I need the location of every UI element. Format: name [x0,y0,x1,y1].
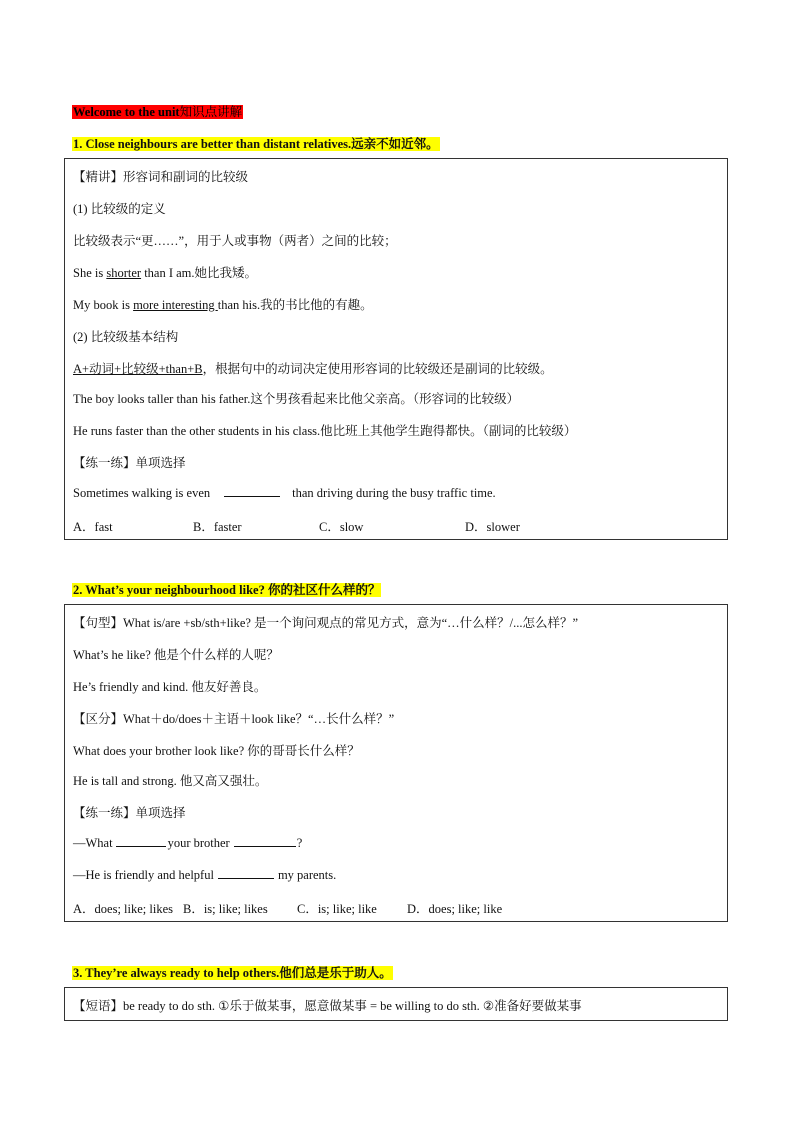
text-span: She is [73,266,107,280]
answer-blank [218,867,274,879]
answer-blank [234,835,296,847]
phrase-line: 【短语】be ready to do sth. ①乐于做某事，愿意做某事 = be willing to do sth. ②准备好要做某事 [73,999,582,1013]
section-heading: 2. What’s your neighbourhood like? 你的社区什么样的？ [73,583,381,597]
example-line: What does your brother look like? 你的哥哥长什么样？ [73,744,360,758]
option-d: D．does; like; like [407,902,503,916]
exercise-label: 【练一练】单项选择 [73,456,186,470]
option-b: B．is; like; likes [183,902,268,916]
text-span: —He is friendly and helpful [73,868,214,882]
option-b: B．faster [193,520,242,534]
text-line: (1) 比较级的定义 [73,202,166,216]
question-line [73,485,496,501]
text-line: 【区分】What＋do/does＋主语＋look like？“…长什么样？” [73,712,395,726]
text-span: Sometimes walking is even [73,486,211,500]
section-1-heading [72,134,440,152]
example-line [73,295,373,313]
question-line [73,835,302,851]
text-span: —What [73,836,113,850]
text-span: your brother [167,836,230,850]
text-span: than driving during the busy traffic time. [292,486,496,500]
text-line: 【句型】What is/are +sb/sth+like? 是一个询问观点的常见方式，意为“…什么样？/...怎么样？” [73,616,579,630]
question-line [73,867,336,883]
text-line: 【精讲】形容词和副词的比较级 [73,170,249,184]
structure-line [73,359,553,377]
unit-title [72,105,243,119]
option-c: C．slow [319,520,364,534]
answer-blank [116,835,166,847]
section-1-box [64,158,728,540]
section-3-box [64,987,728,1021]
answer-blank [224,485,280,497]
section-3-heading [72,963,393,981]
option-c: C．is; like; like [297,902,377,916]
unit-title-cn: 知识点讲解 [179,105,243,119]
section-heading: 3. They’re always ready to help others.他们总是乐于助人。 [73,966,392,980]
example-line: He runs faster than the other students in his class.他比班上其他学生跑得都快。（副词的比较级） [73,424,577,438]
text-span: than his.我的书比他的有趣。 [217,298,373,312]
option-a: A．fast [73,520,113,534]
option-a: A．does; like; likes [73,902,173,916]
text-span: my parents. [277,868,337,882]
page-header [72,102,243,120]
text-span: than I am.她比我矮。 [141,266,258,280]
option-d: D．slower [465,520,520,534]
text-span: My book is [73,298,134,312]
underlined-word: more interesting [133,298,218,312]
underlined-word: shorter [106,266,142,280]
text-line: 比较级表示“更……”，用于人或事物（两者）之间的比较； [73,234,397,248]
section-2-heading [72,580,381,598]
text-line: (2) 比较级基本结构 [73,330,179,344]
example-line [73,263,257,281]
section-2-box [64,604,728,922]
example-line: The boy looks taller than his father.这个男孩看起来比他父亲高。（形容词的比较级） [73,392,520,406]
example-line: He’s friendly and kind. 他友好善良。 [73,680,267,694]
text-span: ，根据句中的动词决定使用形容词的比较级还是副词的比较级。 [202,362,553,376]
text-span: ? [296,836,303,850]
unit-title-en: Welcome to the unit [73,105,180,119]
underlined-structure: A+动词+比较级+than+B [73,362,203,376]
example-line: He is tall and strong. 他又高又强壮。 [73,774,268,788]
section-heading: 1. Close neighbours are better than distant relatives.远亲不如近邻。 [73,137,439,151]
exercise-label: 【练一练】单项选择 [73,806,186,820]
example-line: What’s he like? 他是个什么样的人呢？ [73,648,279,662]
